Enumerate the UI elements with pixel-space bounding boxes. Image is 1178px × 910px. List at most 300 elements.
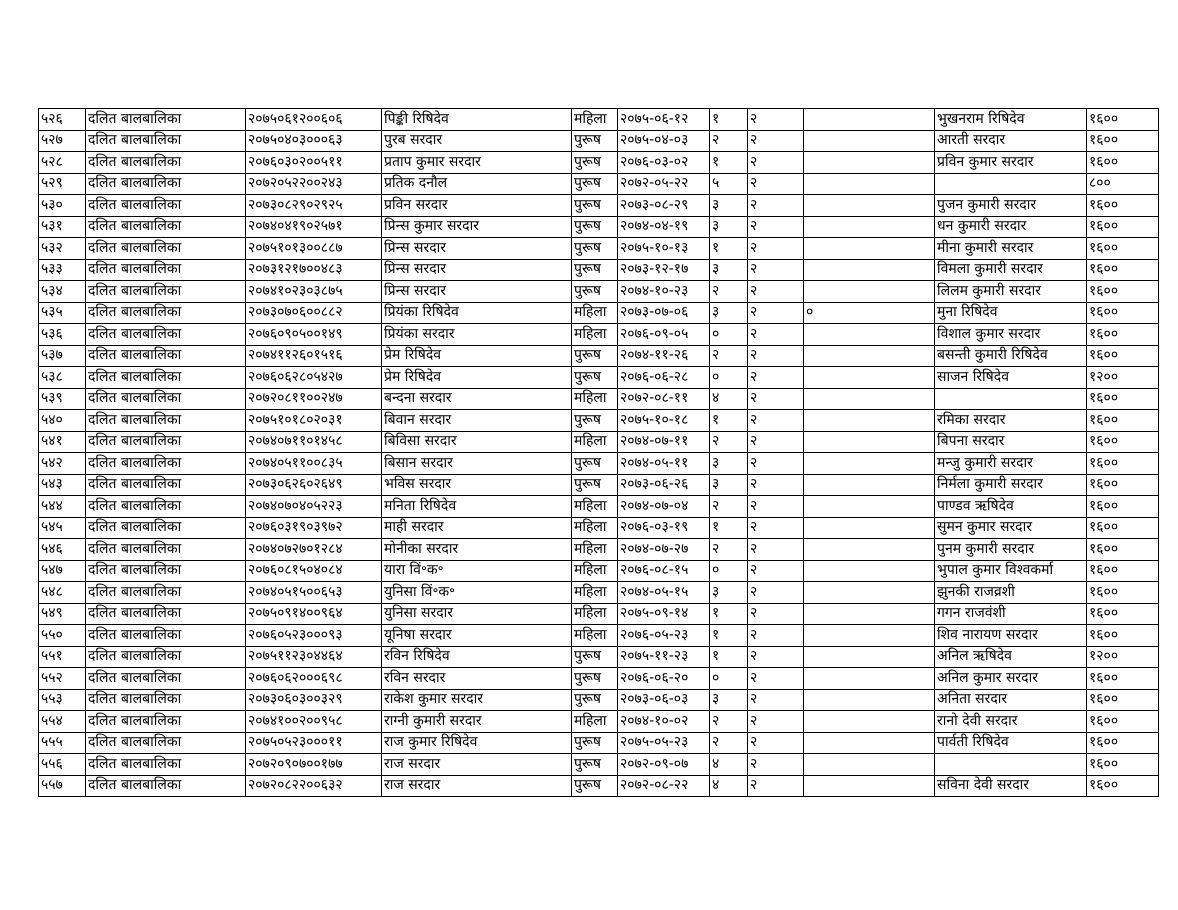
cell-category: दलित बालबालिका xyxy=(86,324,246,346)
cell-serial-number: ५३२ xyxy=(39,238,86,260)
cell-amount: १६०० xyxy=(1087,216,1159,238)
cell-registration-number: २०७४०५१५००६५३ xyxy=(246,582,382,604)
cell-gender: पुरूष xyxy=(572,345,618,367)
cell-guardian-name: पार्वती रिषिदेव xyxy=(935,732,1087,754)
table-row xyxy=(39,517,1159,539)
cell-category: दलित बालबालिका xyxy=(86,474,246,496)
cell-registration-number: २०७२०८११००२४७ xyxy=(246,388,382,410)
cell-birth-date: २०७५-११-२३ xyxy=(618,646,710,668)
cell-remark xyxy=(804,539,935,561)
cell-amount: १६०० xyxy=(1087,517,1159,539)
cell-gender: पुरूष xyxy=(572,130,618,152)
cell-category: दलित बालबालिका xyxy=(86,646,246,668)
cell-child-name: राकेश कुमार सरदार xyxy=(382,689,572,711)
cell-serial-number: ५३३ xyxy=(39,259,86,281)
cell-child-name: प्रिन्स कुमार सरदार xyxy=(382,216,572,238)
cell-remark xyxy=(804,646,935,668)
cell-birth-date: २०७२-०९-०७ xyxy=(618,754,710,776)
cell-serial-number: ५३६ xyxy=(39,324,86,346)
cell-category: दलित बालबालिका xyxy=(86,281,246,303)
table-row xyxy=(39,453,1159,475)
cell-guardian-name: बिपना सरदार xyxy=(935,431,1087,453)
table-row xyxy=(39,689,1159,711)
cell-birth-date: २०७४-०७-११ xyxy=(618,431,710,453)
table-row xyxy=(39,410,1159,432)
cell-remark xyxy=(804,689,935,711)
cell-registration-number: २०७४०७०४०५२२३ xyxy=(246,496,382,518)
cell-child-name: मनिता रिषिदेव xyxy=(382,496,572,518)
table-row xyxy=(39,474,1159,496)
cell-gender: पुरूष xyxy=(572,173,618,195)
cell-count-a: २ xyxy=(710,732,748,754)
cell-guardian-name: शिव नारायण सरदार xyxy=(935,625,1087,647)
cell-serial-number: ५२७ xyxy=(39,130,86,152)
cell-amount: १६०० xyxy=(1087,130,1159,152)
cell-guardian-name: रानो देवी सरदार xyxy=(935,711,1087,733)
cell-count-b: २ xyxy=(748,130,804,152)
cell-category: दलित बालबालिका xyxy=(86,259,246,281)
cell-count-b: २ xyxy=(748,216,804,238)
cell-child-name: प्रियंका सरदार xyxy=(382,324,572,346)
cell-guardian-name: अनिल कुमार सरदार xyxy=(935,668,1087,690)
cell-remark xyxy=(804,281,935,303)
cell-count-b: २ xyxy=(748,582,804,604)
cell-count-a: ३ xyxy=(710,302,748,324)
cell-category: दलित बालबालिका xyxy=(86,711,246,733)
cell-remark xyxy=(804,388,935,410)
cell-guardian-name: प्रविन कुमार सरदार xyxy=(935,152,1087,174)
cell-guardian-name xyxy=(935,173,1087,195)
cell-count-a: २ xyxy=(710,539,748,561)
cell-count-b: २ xyxy=(748,152,804,174)
cell-count-b: २ xyxy=(748,474,804,496)
cell-birth-date: २०७६-०६-२८ xyxy=(618,367,710,389)
cell-guardian-name: साजन रिषिदेव xyxy=(935,367,1087,389)
cell-serial-number: ५५२ xyxy=(39,668,86,690)
cell-category: दलित बालबालिका xyxy=(86,431,246,453)
cell-amount: १६०० xyxy=(1087,539,1159,561)
cell-guardian-name: धन कुमारी सरदार xyxy=(935,216,1087,238)
cell-remark xyxy=(804,345,935,367)
cell-registration-number: २०७३०७०६००८८२ xyxy=(246,302,382,324)
cell-registration-number: २०७६०६२८०५४२७ xyxy=(246,367,382,389)
cell-birth-date: २०७६-०३-०२ xyxy=(618,152,710,174)
cell-count-b: २ xyxy=(748,302,804,324)
cell-category: दलित बालबालिका xyxy=(86,625,246,647)
table-row xyxy=(39,281,1159,303)
cell-child-name: बिविसा सरदार xyxy=(382,431,572,453)
cell-amount: १६०० xyxy=(1087,453,1159,475)
cell-guardian-name: सुमन कुमार सरदार xyxy=(935,517,1087,539)
cell-registration-number: २०७६०९०५००१४९ xyxy=(246,324,382,346)
cell-gender: पुरूष xyxy=(572,453,618,475)
cell-child-name: प्रेम रिषिदेव xyxy=(382,367,572,389)
cell-amount: १६०० xyxy=(1087,259,1159,281)
cell-count-b: २ xyxy=(748,453,804,475)
cell-count-a: ० xyxy=(710,560,748,582)
cell-guardian-name: भुपाल कुमार विश्वकर्मा xyxy=(935,560,1087,582)
cell-amount: १२०० xyxy=(1087,367,1159,389)
cell-guardian-name: रमिका सरदार xyxy=(935,410,1087,432)
cell-child-name: युनिसा विं॰क॰ xyxy=(382,582,572,604)
cell-gender: पुरूष xyxy=(572,668,618,690)
cell-remark xyxy=(804,732,935,754)
cell-count-a: ४ xyxy=(710,388,748,410)
cell-birth-date: २०७६-०३-१९ xyxy=(618,517,710,539)
cell-amount: १६०० xyxy=(1087,625,1159,647)
cell-child-name: बन्दना सरदार xyxy=(382,388,572,410)
cell-amount: १६०० xyxy=(1087,195,1159,217)
cell-birth-date: २०७३-०७-०६ xyxy=(618,302,710,324)
cell-guardian-name xyxy=(935,388,1087,410)
cell-count-a: १ xyxy=(710,517,748,539)
table-row xyxy=(39,539,1159,561)
table-row xyxy=(39,388,1159,410)
cell-registration-number: २०७५०४०३०००६३ xyxy=(246,130,382,152)
cell-category: दलित बालबालिका xyxy=(86,130,246,152)
cell-child-name: प्रेम रिषिदेव xyxy=(382,345,572,367)
cell-count-b: २ xyxy=(748,754,804,776)
cell-guardian-name: गगन राजवंशी xyxy=(935,603,1087,625)
cell-guardian-name: पुनम कुमारी सरदार xyxy=(935,539,1087,561)
table-body xyxy=(39,109,1159,797)
cell-remark xyxy=(804,754,935,776)
cell-amount: १६०० xyxy=(1087,109,1159,131)
cell-count-b: २ xyxy=(748,732,804,754)
cell-child-name: प्रताप कुमार सरदार xyxy=(382,152,572,174)
cell-category: दलित बालबालिका xyxy=(86,216,246,238)
cell-category: दलित बालबालिका xyxy=(86,754,246,776)
table-row xyxy=(39,195,1159,217)
cell-guardian-name: भुखनराम रिषिदेव xyxy=(935,109,1087,131)
cell-amount: १६०० xyxy=(1087,388,1159,410)
cell-count-b: २ xyxy=(748,603,804,625)
cell-serial-number: ५४७ xyxy=(39,560,86,582)
cell-birth-date: २०७२-०८-११ xyxy=(618,388,710,410)
cell-birth-date: २०७४-०७-०४ xyxy=(618,496,710,518)
cell-remark xyxy=(804,109,935,131)
cell-count-a: २ xyxy=(710,496,748,518)
cell-amount: १६०० xyxy=(1087,689,1159,711)
cell-serial-number: ५५५ xyxy=(39,732,86,754)
cell-amount: १६०० xyxy=(1087,324,1159,346)
cell-count-a: १ xyxy=(710,109,748,131)
cell-guardian-name: लिलम कुमारी सरदार xyxy=(935,281,1087,303)
cell-child-name: यारा विं॰क॰ xyxy=(382,560,572,582)
cell-child-name: बिवान सरदार xyxy=(382,410,572,432)
cell-amount: १६०० xyxy=(1087,410,1159,432)
cell-count-b: २ xyxy=(748,539,804,561)
cell-guardian-name: अनिल ऋषिदेव xyxy=(935,646,1087,668)
cell-gender: पुरूष xyxy=(572,474,618,496)
cell-guardian-name: अनिता सरदार xyxy=(935,689,1087,711)
cell-child-name: प्रियंका रिषिदेव xyxy=(382,302,572,324)
cell-registration-number: २०७६०५२३०००९३ xyxy=(246,625,382,647)
cell-registration-number: २०७२०५२२००२४३ xyxy=(246,173,382,195)
cell-gender: पुरूष xyxy=(572,281,618,303)
cell-category: दलित बालबालिका xyxy=(86,603,246,625)
cell-serial-number: ५५४ xyxy=(39,711,86,733)
cell-registration-number: २०७३०८२९०२९२५ xyxy=(246,195,382,217)
cell-registration-number: २०७६०३१९०३९७२ xyxy=(246,517,382,539)
cell-count-b: २ xyxy=(748,560,804,582)
cell-remark xyxy=(804,324,935,346)
cell-registration-number: २०७६०६२०००६९८ xyxy=(246,668,382,690)
cell-category: दलित बालबालिका xyxy=(86,367,246,389)
cell-count-a: १ xyxy=(710,625,748,647)
cell-count-a: ५ xyxy=(710,173,748,195)
cell-serial-number: ५४२ xyxy=(39,453,86,475)
cell-amount: १६०० xyxy=(1087,474,1159,496)
cell-count-b: २ xyxy=(748,367,804,389)
cell-category: दलित बालबालिका xyxy=(86,388,246,410)
cell-registration-number: २०७४११२६०१५१६ xyxy=(246,345,382,367)
cell-child-name: प्रतिक दनौल xyxy=(382,173,572,195)
cell-category: दलित बालबालिका xyxy=(86,345,246,367)
table-row xyxy=(39,560,1159,582)
cell-remark xyxy=(804,130,935,152)
cell-gender: महिला xyxy=(572,517,618,539)
cell-category: दलित बालबालिका xyxy=(86,539,246,561)
cell-registration-number: २०७६०८१५०४०८४ xyxy=(246,560,382,582)
cell-gender: पुरूष xyxy=(572,689,618,711)
cell-remark xyxy=(804,238,935,260)
cell-count-b: २ xyxy=(748,410,804,432)
cell-serial-number: ५२८ xyxy=(39,152,86,174)
cell-birth-date: २०७४-१०-२३ xyxy=(618,281,710,303)
cell-registration-number: २०७४०७११०१४५८ xyxy=(246,431,382,453)
cell-amount: १६०० xyxy=(1087,431,1159,453)
cell-serial-number: ५४१ xyxy=(39,431,86,453)
cell-amount: १६०० xyxy=(1087,560,1159,582)
cell-serial-number: ५३७ xyxy=(39,345,86,367)
table-row xyxy=(39,324,1159,346)
cell-child-name: पिङ्की रिषिदेव xyxy=(382,109,572,131)
cell-child-name: भविस सरदार xyxy=(382,474,572,496)
cell-birth-date: २०७६-०६-२० xyxy=(618,668,710,690)
cell-registration-number: २०७५१०१३००८८७ xyxy=(246,238,382,260)
cell-gender: महिला xyxy=(572,560,618,582)
cell-birth-date: २०७३-०६-२६ xyxy=(618,474,710,496)
cell-gender: पुरूष xyxy=(572,367,618,389)
cell-count-a: १ xyxy=(710,238,748,260)
cell-birth-date: २०७४-१०-०२ xyxy=(618,711,710,733)
cell-remark xyxy=(804,711,935,733)
cell-gender: महिला xyxy=(572,625,618,647)
cell-gender: पुरूष xyxy=(572,754,618,776)
cell-registration-number: २०७३०६२६०२६४९ xyxy=(246,474,382,496)
cell-count-b: २ xyxy=(748,496,804,518)
cell-birth-date: २०७३-०८-२९ xyxy=(618,195,710,217)
cell-remark xyxy=(804,496,935,518)
cell-birth-date: २०७५-१०-१८ xyxy=(618,410,710,432)
cell-count-a: ३ xyxy=(710,474,748,496)
cell-birth-date: २०७६-०८-१५ xyxy=(618,560,710,582)
cell-remark xyxy=(804,431,935,453)
table-row xyxy=(39,775,1159,797)
cell-birth-date: २०७२-०८-२२ xyxy=(618,775,710,797)
cell-birth-date: २०७३-०६-०३ xyxy=(618,689,710,711)
cell-gender: महिला xyxy=(572,496,618,518)
cell-remark xyxy=(804,603,935,625)
cell-serial-number: ५४९ xyxy=(39,603,86,625)
cell-guardian-name: सविना देवी सरदार xyxy=(935,775,1087,797)
cell-guardian-name: विमला कुमारी सरदार xyxy=(935,259,1087,281)
cell-child-name: पुरब सरदार xyxy=(382,130,572,152)
table-row xyxy=(39,367,1159,389)
cell-amount: १६०० xyxy=(1087,775,1159,797)
cell-gender: महिला xyxy=(572,324,618,346)
cell-count-b: २ xyxy=(748,388,804,410)
cell-remark: ० xyxy=(804,302,935,324)
cell-registration-number: २०७२०९०७००१७७ xyxy=(246,754,382,776)
cell-registration-number: २०७६०३०२००५११ xyxy=(246,152,382,174)
cell-birth-date: २०७४-०५-१५ xyxy=(618,582,710,604)
cell-category: दलित बालबालिका xyxy=(86,302,246,324)
cell-registration-number: २०७३१२१७००४८३ xyxy=(246,259,382,281)
cell-count-b: २ xyxy=(748,711,804,733)
cell-child-name: रविन रिषिदेव xyxy=(382,646,572,668)
cell-count-a: ३ xyxy=(710,259,748,281)
cell-count-b: २ xyxy=(748,646,804,668)
cell-guardian-name: मन्जु कुमारी सरदार xyxy=(935,453,1087,475)
cell-amount: ८०० xyxy=(1087,173,1159,195)
cell-guardian-name: आरती सरदार xyxy=(935,130,1087,152)
cell-gender: महिला xyxy=(572,388,618,410)
cell-category: दलित बालबालिका xyxy=(86,689,246,711)
cell-serial-number: ५४४ xyxy=(39,496,86,518)
cell-serial-number: ५२९ xyxy=(39,173,86,195)
cell-serial-number: ५३९ xyxy=(39,388,86,410)
table-row xyxy=(39,130,1159,152)
cell-amount: १६०० xyxy=(1087,582,1159,604)
cell-count-b: २ xyxy=(748,238,804,260)
cell-registration-number: २०७४१००२००९५८ xyxy=(246,711,382,733)
table-row xyxy=(39,582,1159,604)
cell-child-name: बिसान सरदार xyxy=(382,453,572,475)
cell-gender: पुरूष xyxy=(572,216,618,238)
cell-category: दलित बालबालिका xyxy=(86,410,246,432)
cell-category: दलित बालबालिका xyxy=(86,173,246,195)
cell-amount: १६०० xyxy=(1087,238,1159,260)
cell-serial-number: ५४८ xyxy=(39,582,86,604)
cell-gender: पुरूष xyxy=(572,410,618,432)
cell-birth-date: २०७२-०५-२२ xyxy=(618,173,710,195)
cell-registration-number: २०७५०६१२००६०६ xyxy=(246,109,382,131)
cell-count-a: ० xyxy=(710,668,748,690)
cell-category: दलित बालबालिका xyxy=(86,732,246,754)
cell-gender: महिला xyxy=(572,109,618,131)
cell-guardian-name: पुजन कुमारी सरदार xyxy=(935,195,1087,217)
cell-amount: १६०० xyxy=(1087,281,1159,303)
cell-remark xyxy=(804,259,935,281)
cell-remark xyxy=(804,625,935,647)
cell-gender: पुरूष xyxy=(572,238,618,260)
cell-count-b: २ xyxy=(748,625,804,647)
cell-remark xyxy=(804,775,935,797)
cell-category: दलित बालबालिका xyxy=(86,775,246,797)
cell-birth-date: २०७४-११-२६ xyxy=(618,345,710,367)
cell-count-a: १ xyxy=(710,410,748,432)
cell-child-name: माही सरदार xyxy=(382,517,572,539)
cell-gender: पुरूष xyxy=(572,775,618,797)
table-row xyxy=(39,646,1159,668)
cell-birth-date: २०७४-०४-१९ xyxy=(618,216,710,238)
cell-serial-number: ५३८ xyxy=(39,367,86,389)
cell-category: दलित बालबालिका xyxy=(86,152,246,174)
cell-serial-number: ५४६ xyxy=(39,539,86,561)
cell-serial-number: ५५७ xyxy=(39,775,86,797)
cell-remark xyxy=(804,216,935,238)
cell-registration-number: २०७४०७२७०१२८४ xyxy=(246,539,382,561)
table-row xyxy=(39,109,1159,131)
cell-child-name: रविन सरदार xyxy=(382,668,572,690)
cell-serial-number: ५५० xyxy=(39,625,86,647)
cell-gender: महिला xyxy=(572,539,618,561)
cell-serial-number: ५४० xyxy=(39,410,86,432)
cell-registration-number: २०७३०६०३००३२९ xyxy=(246,689,382,711)
cell-amount: १२०० xyxy=(1087,646,1159,668)
cell-count-a: ३ xyxy=(710,689,748,711)
cell-serial-number: ५३० xyxy=(39,195,86,217)
cell-remark xyxy=(804,517,935,539)
cell-child-name: मोनीका सरदार xyxy=(382,539,572,561)
cell-guardian-name: मीना कुमारी सरदार xyxy=(935,238,1087,260)
cell-remark xyxy=(804,367,935,389)
cell-count-b: २ xyxy=(748,431,804,453)
cell-serial-number: ५३५ xyxy=(39,302,86,324)
cell-gender: महिला xyxy=(572,582,618,604)
cell-count-a: ० xyxy=(710,324,748,346)
cell-remark xyxy=(804,474,935,496)
cell-count-a: १ xyxy=(710,603,748,625)
cell-count-a: ४ xyxy=(710,775,748,797)
cell-category: दलित बालबालिका xyxy=(86,238,246,260)
cell-child-name: राग्नी कुमारी सरदार xyxy=(382,711,572,733)
cell-child-name: यूनिषा सरदार xyxy=(382,625,572,647)
cell-count-b: २ xyxy=(748,173,804,195)
table-row xyxy=(39,603,1159,625)
cell-birth-date: २०७४-०५-११ xyxy=(618,453,710,475)
cell-category: दलित बालबालिका xyxy=(86,453,246,475)
table-row xyxy=(39,238,1159,260)
cell-remark xyxy=(804,453,935,475)
cell-guardian-name: मुना रिषिदेव xyxy=(935,302,1087,324)
cell-count-a: २ xyxy=(710,431,748,453)
cell-child-name: प्रिन्स सरदार xyxy=(382,238,572,260)
cell-count-a: १ xyxy=(710,646,748,668)
cell-registration-number: २०७५०५२३०००११ xyxy=(246,732,382,754)
table-row xyxy=(39,302,1159,324)
cell-count-a: ० xyxy=(710,367,748,389)
cell-amount: १६०० xyxy=(1087,302,1159,324)
cell-guardian-name: विशाल कुमार सरदार xyxy=(935,324,1087,346)
cell-birth-date: २०७४-०७-२७ xyxy=(618,539,710,561)
cell-count-b: २ xyxy=(748,517,804,539)
cell-birth-date: २०७५-०९-१४ xyxy=(618,603,710,625)
cell-count-a: ३ xyxy=(710,582,748,604)
cell-birth-date: २०७३-१२-१७ xyxy=(618,259,710,281)
cell-birth-date: २०७५-१०-१३ xyxy=(618,238,710,260)
cell-count-a: ४ xyxy=(710,754,748,776)
cell-gender: पुरूष xyxy=(572,152,618,174)
cell-serial-number: ५२६ xyxy=(39,109,86,131)
beneficiary-table xyxy=(38,108,1159,797)
cell-registration-number: २०७५१०१८०२०३१ xyxy=(246,410,382,432)
cell-amount: १६०० xyxy=(1087,345,1159,367)
cell-amount: १६०० xyxy=(1087,668,1159,690)
cell-guardian-name: झुनकी राजव्रशी xyxy=(935,582,1087,604)
